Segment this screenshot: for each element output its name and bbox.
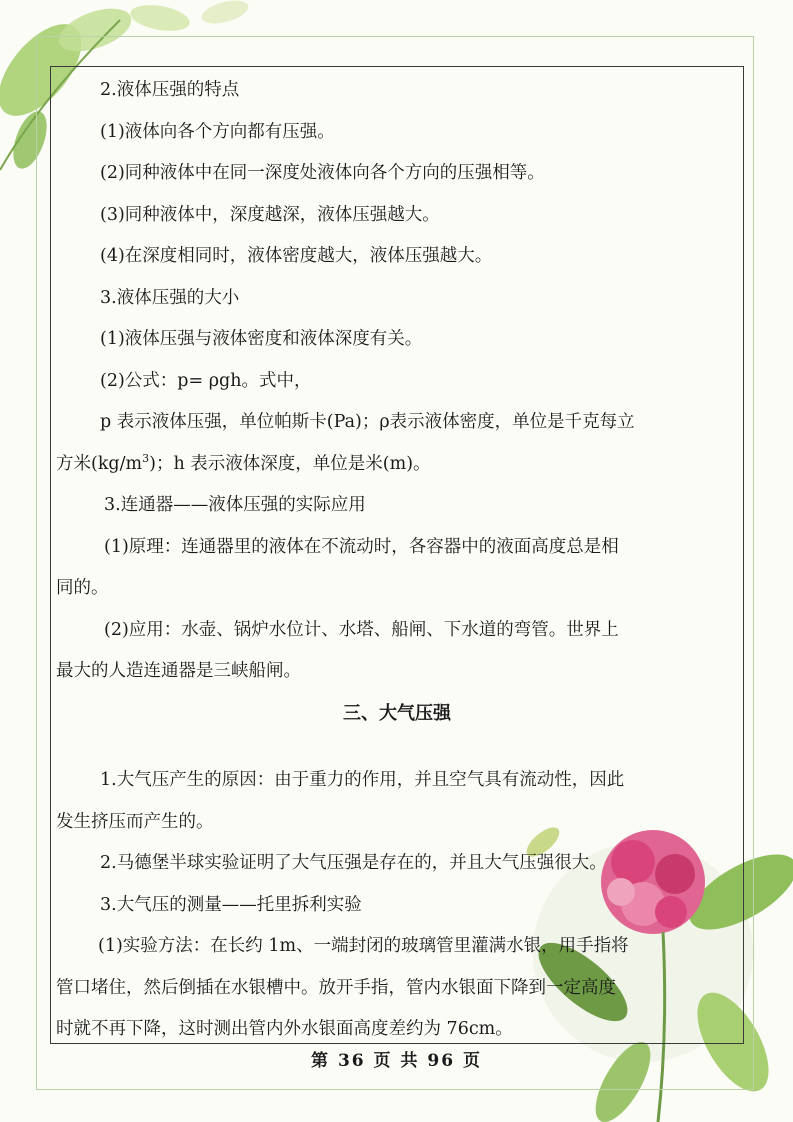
paragraph: (1)液体向各个方向都有压强。	[100, 121, 335, 142]
paragraph: 发生挤压而产生的。	[56, 811, 214, 832]
subheading-torricelli-experiment: 3.大气压的测量——托里拆利实验	[100, 894, 362, 915]
paragraph: (4)在深度相同时，液体密度越大，液体压强越大。	[100, 246, 493, 266]
paragraph: (3)同种液体中，深度越深，液体压强越大。	[100, 204, 440, 225]
page-number-footer: 第 36 页 共 96 页	[311, 1051, 482, 1071]
paragraph: 同的。	[56, 578, 109, 598]
paragraph: (1)原理：连通器里的液体在不流动时，各容器中的液面高度总是相	[104, 536, 619, 557]
paragraph: (1)液体压强与液体密度和液体深度有关。	[100, 329, 423, 349]
paragraph: 1.大气压产生的原因：由于重力的作用，并且空气具有流动性，因此	[100, 770, 625, 790]
document-body	[56, 70, 738, 1051]
paragraph: (2)应用：水壶、锅炉水位计、水塔、船闸、下水道的弯管。世界上	[104, 619, 619, 640]
paragraph: 最大的人造连通器是三峡船闸。	[56, 661, 301, 681]
subheading-connected-vessels: 3.连通器——液体压强的实际应用	[104, 495, 366, 515]
formula-line: (2)公式：p= ρgh。式中，	[100, 370, 312, 391]
paragraph: 时就不再下降，这时测出管内外水银面高度差约为 76cm。	[56, 1019, 513, 1039]
subheading-liquid-pressure-size: 3.液体压强的大小	[100, 287, 240, 308]
paragraph: 管口堵住，然后倒插在水银槽中。放开手指，管内水银面下降到一定高度	[56, 977, 616, 998]
subheading-liquid-pressure-features: 2.液体压强的特点	[100, 80, 240, 100]
paragraph: 方米$(kg/m^3)$；h 表示液体深度，单位是米(m)。	[56, 451, 431, 474]
paragraph: (1)实验方法：在长约 1m、一端封闭的玻璃管里灌满水银，用手指将	[98, 936, 629, 956]
paragraph: 2.马德堡半球实验证明了大气压强是存在的，并且大气压强很大。	[100, 853, 607, 873]
paragraph: (2)同种液体中在同一深度处液体向各个方向的压强相等。	[100, 163, 545, 183]
paragraph: p 表示液体压强，单位帕斯卡(Pa)；ρ表示液体密度，单位是千克每立	[100, 412, 635, 432]
section-title: 三、大气压强	[343, 702, 451, 724]
